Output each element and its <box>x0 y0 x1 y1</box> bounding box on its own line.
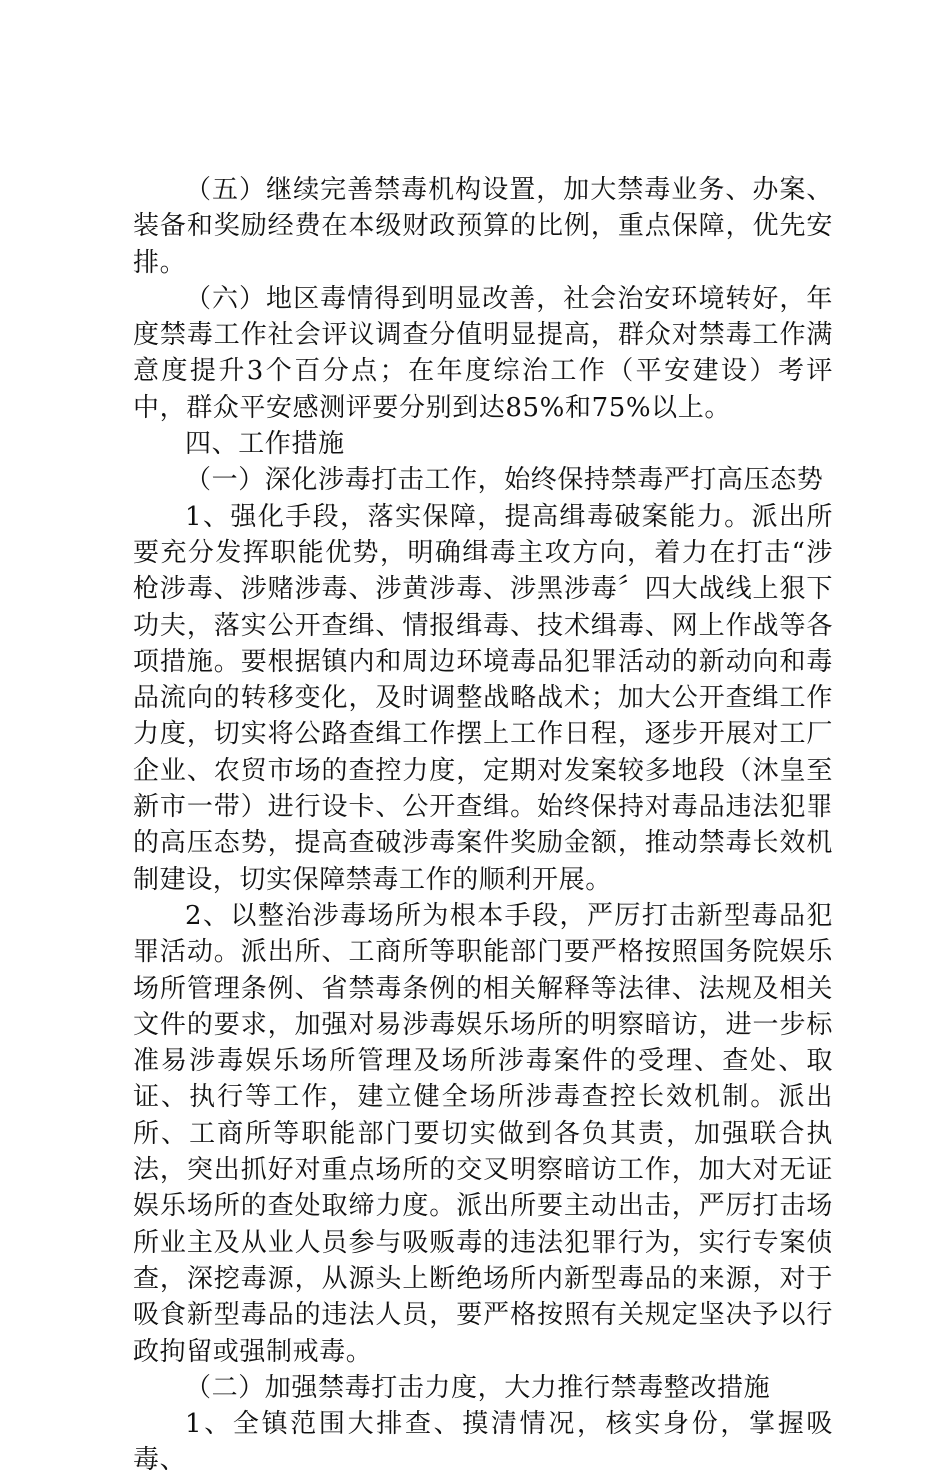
document-body <box>133 172 833 1479</box>
paragraph-item-5-funding: （五）继续完善禁毒机构设置，加大禁毒业务、办案、装备和奖励经费在本级财政预算的比例，重点保障，优先安排。 <box>133 175 833 278</box>
paragraph-measure-1-1: 1、强化手段，落实保障，提高缉毒破案能力。派出所要充分发挥职能优势，明确缉毒主攻方向，着力在打击“涉枪涉毒、涉赌涉毒、涉黄涉毒、涉黑涉毒〞四大战线上狠下功夫，落实公开查缉、情报缉毒、技术缉毒、网上作战等各项措施。要根据镇内和周边环境毒品犯罪活动的新动向和毒品流向的转移变化，及时调整战略战术；加大公开查缉工作力度，切实将公路查缉工作摆上工作日程，逐步开展对工厂企业、农贸市场的查控力度，定期对发案较多地段（沐皇至新市一带）进行设卡、公开查缉。始终保持对毒品违法犯罪的高压态势，提高查破涉毒案件奖励金额，推动禁毒长效机制建设，切实保障禁毒工作的顺利开展。 <box>133 501 833 895</box>
subsection-heading-1: （一）深化涉毒打击工作，始终保持禁毒严打高压态势 <box>185 465 824 496</box>
paragraph-item-6-situation: （六）地区毒情得到明显改善，社会治安环境转好，年度禁毒工作社会评议调查分值明显提高，群众对禁毒工作满意度提升3个百分点；在年度综治工作（平安建设）考评中，群众平安感测评要分别到达85%和75%以上。 <box>133 283 833 423</box>
paragraph-measure-1-2: 2、以整治涉毒场所为根本手段，严厉打击新型毒品犯罪活动。派出所、工商所等职能部门要严格按照国务院娱乐场所管理条例、省禁毒条例的相关解释等法律、法规及相关文件的要求，加强对易涉毒娱乐场所的明察暗访，进一步标准易涉毒娱乐场所管理及场所涉毒案件的受理、查处、取证、执行等工作，建立健全场所涉毒查控长效机制。派出所、工商所等职能部门要切实做到各负其责，加强联合执法，突出抓好对重点场所的交叉明察暗访工作，加大对无证娱乐场所的查处取缔力度。派出所要主动出击，严厉打击场所业主及从业人员参与吸贩毒的违法犯罪行为，实行专案侦查，深挖毒源，从源头上断绝场所内新型毒品的来源，对于吸食新型毒品的违法人员，要严格按照有关规定坚决予以行政拘留或强制戒毒。 <box>133 900 833 1367</box>
subsection-heading-2: （二）加强禁毒打击力度，大力推行禁毒整改措施 <box>185 1372 771 1403</box>
section-heading-work-measures: 四、工作措施 <box>185 429 345 460</box>
paragraph-measure-2-1: 1、全镇范围大排查、摸清情况，核实身份，掌握吸毒、 <box>133 1409 833 1476</box>
